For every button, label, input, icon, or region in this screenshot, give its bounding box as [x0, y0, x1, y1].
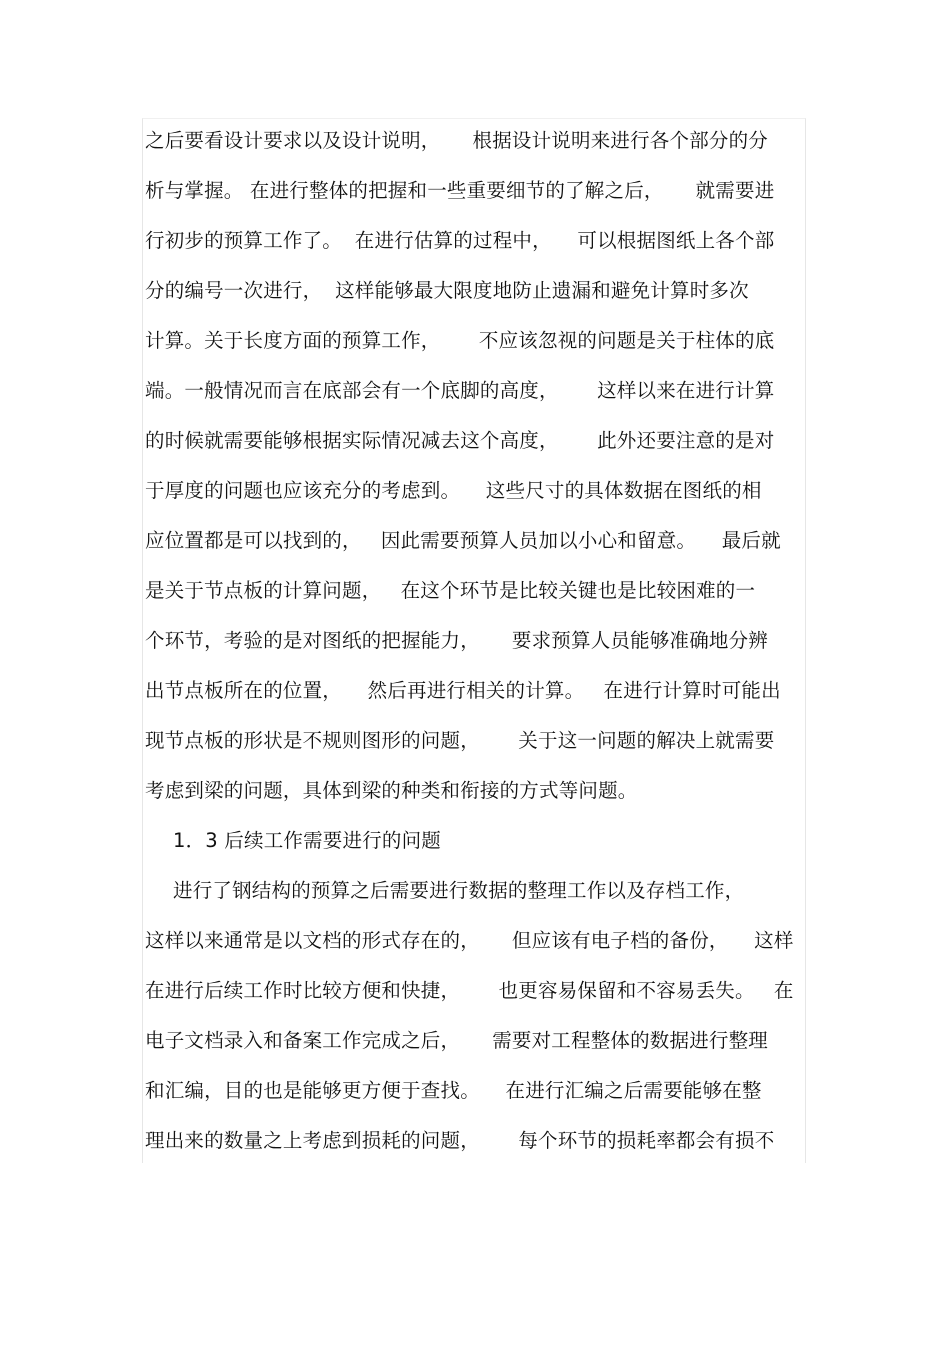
- paragraph-line: 之后要看设计要求以及设计说明， 根据设计说明来进行各个部分的分: [145, 129, 768, 152]
- paragraph-line: 考虑到梁的问题，具体到梁的种类和衔接的方式等问题。: [145, 779, 638, 802]
- paragraph-line: 分的编号一次进行， 这样能够最大限度地防止遗漏和避免计算时多次: [145, 279, 749, 302]
- paragraph-line: 和汇编，目的也是能够更方便于查找。 在进行汇编之后需要能够在整: [145, 1079, 762, 1102]
- paragraph-line: 在进行后续工作时比较方便和快捷， 也更容易保留和不容易丢失。 在: [145, 979, 794, 1002]
- paragraph-line: 这样以来通常是以文档的形式存在的， 但应该有电子档的备份， 这样: [145, 929, 794, 952]
- paragraph-line: 现节点板的形状是不规则图形的问题， 关于这一问题的解决上就需要: [145, 729, 775, 752]
- paragraph-line: 是关于节点板的计算问题， 在这个环节是比较关键也是比较困难的一: [145, 579, 756, 602]
- paragraph-line: 端。一般情况而言在底部会有一个底脚的高度， 这样以来在进行计算: [145, 379, 775, 402]
- paragraph-line: 出节点板所在的位置， 然后再进行相关的计算。 在进行计算时可能出: [145, 679, 781, 702]
- paragraph-line: 理出来的数量之上考虑到损耗的问题， 每个环节的损耗率都会有损不: [145, 1129, 775, 1152]
- paragraph-line: 于厚度的问题也应该充分的考虑到。 这些尺寸的具体数据在图纸的相: [145, 479, 762, 502]
- section-heading: 1．3 后续工作需要进行的问题: [173, 829, 442, 852]
- paragraph-line: 进行了钢结构的预算之后需要进行数据的整理工作以及存档工作，: [173, 879, 745, 902]
- paragraph-line: 个环节，考验的是对图纸的把握能力， 要求预算人员能够准确地分辨: [145, 629, 768, 652]
- paragraph-line: 电子文档录入和备案工作完成之后， 需要对工程整体的数据进行整理: [145, 1029, 768, 1052]
- paragraph-line: 析与掌握。 在进行整体的把握和一些重要细节的了解之后， 就需要进: [145, 179, 775, 202]
- paragraph-line: 应位置都是可以找到的， 因此需要预算人员加以小心和留意。 最后就: [145, 529, 781, 552]
- paragraph-line: 的时候就需要能够根据实际情况减去这个高度， 此外还要注意的是对: [145, 429, 775, 452]
- paragraph-line: 行初步的预算工作了。 在进行估算的过程中， 可以根据图纸上各个部: [145, 229, 775, 252]
- paragraph-line: 计算。关于长度方面的预算工作， 不应该忽视的问题是关于柱体的底: [145, 329, 775, 352]
- document-body: [145, 116, 807, 1166]
